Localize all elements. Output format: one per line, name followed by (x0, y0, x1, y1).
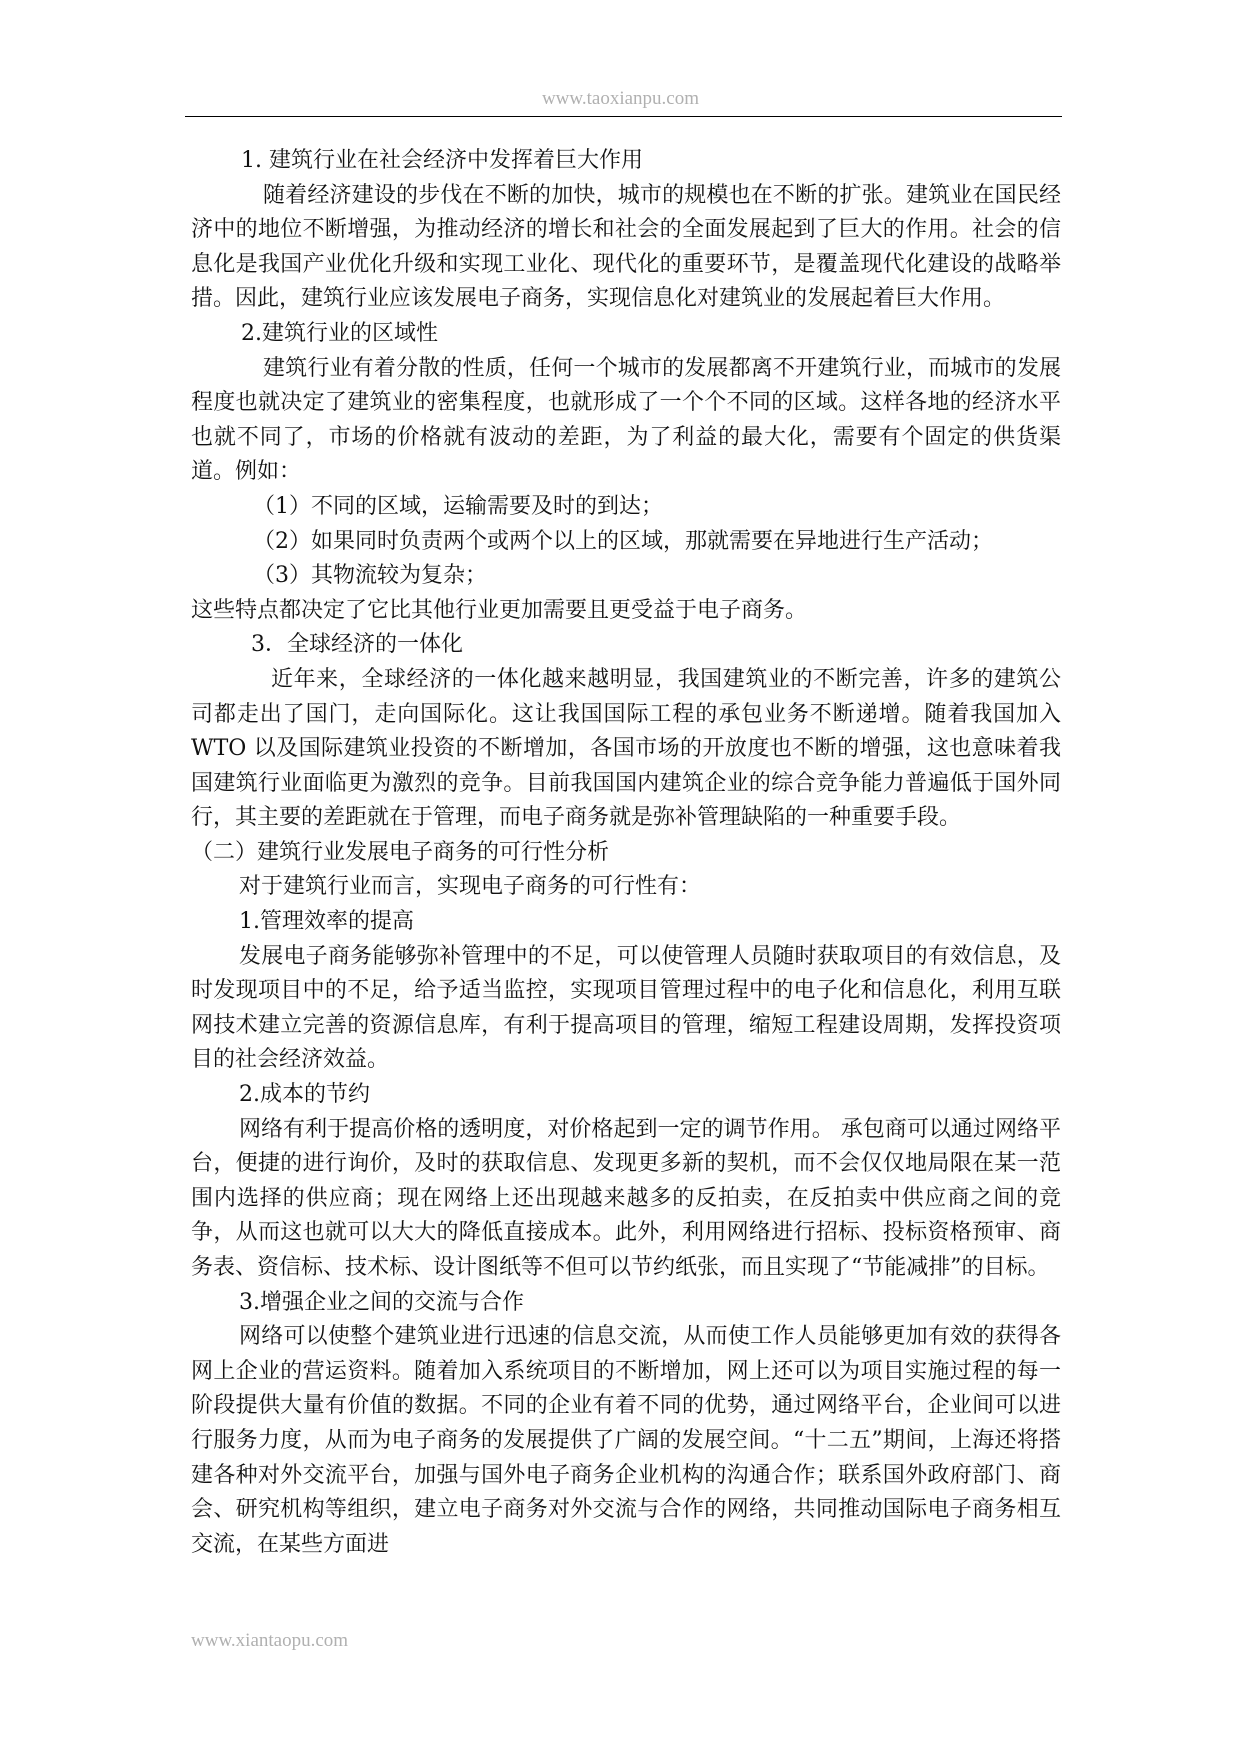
paragraph-4: 发展电子商务能够弥补管理中的不足，可以使管理人员随时获取项目的有效信息，及时发现项目中的不足，给予适当监控，实现项目管理过程中的电子化和信息化，利用互联网技术建立完善的资源信息库，有利于提高项目的管理，缩短工程建设周期，发挥投资项目的社会经济效益。 (191, 943, 1061, 1073)
paragraph-3: 近年来，全球经济的一体化越来越明显，我国建筑业的不断完善，许多的建筑公司都走出了国门，走向国际化。这让我国国际工程的承包业务不断递增。随着我国加入 WTO 以及国际建筑业投资的不断增加，各国市场的开放度也不断的增强，这也意味着我国建筑行业面临更为激烈的竞争。目前我国国内建筑企业的综合竞争能力普遍低于国外同行，其主要的差距就在于管理，而电子商务就是弥补管理缺陷的一种重要手段。 (191, 666, 1061, 831)
paragraph-summary: 这些特点都决定了它比其他行业更加需要且更受益于电子商务。 (191, 597, 808, 623)
list-item-2: （2）如果同时负责两个或两个以上的区域，那就需要在异地进行生产活动； (253, 528, 993, 554)
paragraph-5: 网络有利于提高价格的透明度，对价格起到一定的调节作用。 承包商可以通过网络平台，便捷的进行询价，及时的获取信息、发现更多新的契机，而不会仅仅地局限在某一范围内选择的供应商；现在网络上还出现越来越多的反拍卖，在反拍卖中供应商之间的竞争，从而这也就可以大大的降低直接成本。此外，利用网络进行招标、投标资格预审、商务表、资信标、技术标、设计图纸等不但可以节约纸张，而且实现了“节能减排”的目标。 (191, 1116, 1061, 1280)
page-footer-url: www.xiantaopu.com (191, 1630, 349, 1651)
paragraph-6: 网络可以使整个建筑业进行迅速的信息交流，从而使工作人员能够更加有效的获得各网上企业的营运资料。随着加入系统项目的不断增加，网上还可以为项目实施过程的每一阶段提供大量有价值的数据。不同的企业有着不同的优势，通过网络平台，企业间可以进行服务力度，从而为电子商务的发展提供了广阔的发展空间。“十二五”期间，上海还将搭建各种对外交流平台，加强与国外电子商务企业机构的沟通合作；联系国外政府部门、商会、研究机构等组织，建立电子商务对外交流与合作的网络，共同推动国际电子商务相互交流，在某些方面进 (191, 1324, 1061, 1557)
heading-4: 1.管理效率的提高 (239, 909, 414, 935)
paragraph-intro: 对于建筑行业而言，实现电子商务的可行性有： (239, 874, 702, 900)
heading-2: 2.建筑行业的区域性 (241, 320, 438, 346)
header-rule (185, 116, 1062, 117)
heading-5: 2.成本的节约 (239, 1082, 370, 1108)
heading-6: 3.增强企业之间的交流与合作 (239, 1289, 524, 1315)
paragraph-1: 随着经济建设的步伐在不断的加快，城市的规模也在不断的扩张。建筑业在国民经济中的地位不断增强，为推动经济的增长和社会的全面发展起到了巨大的作用。社会的信息化是我国产业优化升级和实现工业化、现代化的重要环节，是覆盖现代化建设的战略举措。因此，建筑行业应该发展电子商务，实现信息化对建筑业的发展起着巨大作用。 (191, 182, 1061, 312)
heading-3: 3．全球经济的一体化 (251, 632, 463, 658)
paragraph-2: 建筑行业有着分散的性质，任何一个城市的发展都离不开建筑行业，而城市的发展程度也就决定了建筑业的密集程度，也就形成了一个个不同的区域。这样各地的经济水平也就不同了，市场的价格就有波动的差距，为了利益的最大化，需要有个固定的供货渠道。例如： (191, 355, 1061, 485)
heading-1: 1. 建筑行业在社会经济中发挥着巨大作用 (241, 148, 643, 173)
list-item-1: （1）不同的区域，运输需要及时的到达； (253, 493, 663, 519)
section-heading: （二）建筑行业发展电子商务的可行性分析 (191, 839, 610, 865)
list-item-3: （3）其物流较为复杂； (253, 563, 487, 589)
document-body (191, 144, 1061, 1562)
page-header-url: www.taoxianpu.com (541, 88, 700, 109)
